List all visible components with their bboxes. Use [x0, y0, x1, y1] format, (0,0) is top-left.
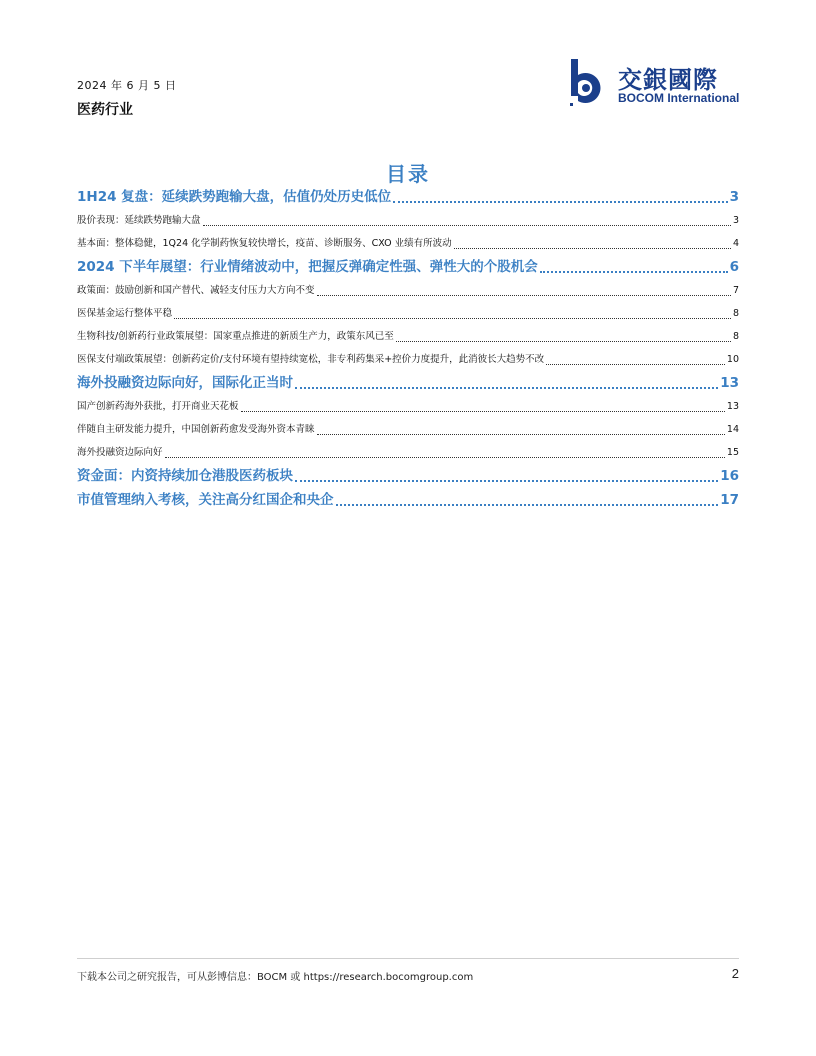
toc-entry-page: 15 — [726, 447, 739, 458]
toc-entry-label: 1H24 复盘：延续跌势跑输大盘，估值仍处历史低位 — [77, 189, 392, 205]
toc-entry-label: 海外投融资边际向好 — [77, 447, 163, 458]
toc-entry-label: 2024 下半年展望：行业情绪波动中，把握反弹确定性强、弹性大的个股机会 — [77, 259, 538, 275]
toc-title: 目录 — [386, 162, 430, 186]
toc-entry-page: 17 — [720, 492, 739, 508]
report-date: 2024 年 6 月 5 日 — [77, 79, 177, 92]
toc-entry-page: 7 — [732, 285, 739, 296]
table-of-contents — [77, 185, 739, 512]
toc-entry-label: 医保支付端政策展望：创新药定价/支付环境有望持续宽松，非专利药集采+控价力度提升，此消彼长大趋势不改 — [77, 354, 545, 365]
toc-entry-page: 8 — [732, 308, 739, 319]
logo-name-en: BOCOM International — [618, 91, 740, 105]
toc-entry-page: 13 — [726, 401, 739, 412]
toc-leader — [317, 295, 731, 296]
toc-entry-label: 政策面：鼓励创新和国产替代、减轻支付压力大方向不变 — [77, 285, 315, 296]
toc-entry[interactable] — [77, 371, 739, 395]
toc-entry-label: 医保基金运行整体平稳 — [77, 308, 173, 319]
toc-leader — [203, 225, 731, 226]
toc-entry[interactable] — [77, 348, 739, 371]
toc-entry-page: 3 — [732, 215, 739, 226]
toc-entry-page: 16 — [720, 468, 739, 484]
toc-entry-page: 8 — [732, 331, 739, 342]
toc-entry[interactable] — [77, 209, 739, 232]
toc-leader — [295, 387, 718, 389]
toc-entry-label: 资金面：内资持续加仓港股医药板块 — [77, 468, 293, 484]
toc-leader — [241, 411, 725, 412]
toc-entry-page: 6 — [729, 259, 739, 275]
toc-leader — [165, 457, 725, 458]
toc-leader — [540, 271, 728, 273]
toc-leader — [295, 480, 718, 482]
toc-entry[interactable] — [77, 418, 739, 441]
toc-leader — [396, 341, 731, 342]
toc-entry[interactable] — [77, 185, 739, 209]
toc-entry[interactable] — [77, 232, 739, 255]
toc-entry-page: 4 — [732, 238, 739, 249]
toc-entry[interactable] — [77, 395, 739, 418]
bocom-logo-icon — [568, 58, 614, 108]
page-number: 2 — [731, 966, 739, 981]
toc-entry[interactable] — [77, 255, 739, 279]
toc-entry[interactable] — [77, 488, 739, 512]
toc-entry[interactable] — [77, 302, 739, 325]
toc-entry-page: 14 — [726, 424, 739, 435]
toc-entry-label: 伴随自主研发能力提升，中国创新药愈发受海外资本青睐 — [77, 424, 315, 435]
toc-leader — [317, 434, 725, 435]
bocom-logo — [568, 58, 744, 108]
toc-entry[interactable] — [77, 464, 739, 488]
toc-entry-label: 股价表现：延续跌势跑输大盘 — [77, 215, 201, 226]
toc-entry-page: 3 — [729, 189, 739, 205]
toc-entry[interactable] — [77, 279, 739, 302]
industry-title: 医药行业 — [77, 102, 133, 118]
footer-disclaimer: 下载本公司之研究报告，可从彭博信息：BOCM 或 https://research.bocomgroup.com — [77, 972, 474, 983]
toc-entry-label: 海外投融资边际向好，国际化正当时 — [77, 375, 293, 391]
toc-entry-page: 13 — [720, 375, 739, 391]
footer-divider — [77, 958, 739, 959]
toc-leader — [174, 318, 731, 319]
toc-entry[interactable] — [77, 441, 739, 464]
toc-entry-label: 市值管理纳入考核，关注高分红国企和央企 — [77, 492, 334, 508]
toc-leader — [393, 201, 727, 203]
toc-entry-label: 生物科技/创新药行业政策展望：国家重点推进的新质生产力，政策东风已至 — [77, 331, 394, 342]
logo-name-cn: 交銀國際 — [618, 66, 718, 94]
toc-leader — [546, 364, 725, 365]
toc-leader — [336, 504, 719, 506]
toc-entry[interactable] — [77, 325, 739, 348]
toc-leader — [454, 248, 731, 249]
toc-entry-page: 10 — [726, 354, 739, 365]
toc-entry-label: 国产创新药海外获批，打开商业天花板 — [77, 401, 239, 412]
toc-entry-label: 基本面：整体稳健，1Q24 化学制药恢复较快增长，疫苗、诊断服务、CXO 业绩有所波动 — [77, 238, 452, 249]
